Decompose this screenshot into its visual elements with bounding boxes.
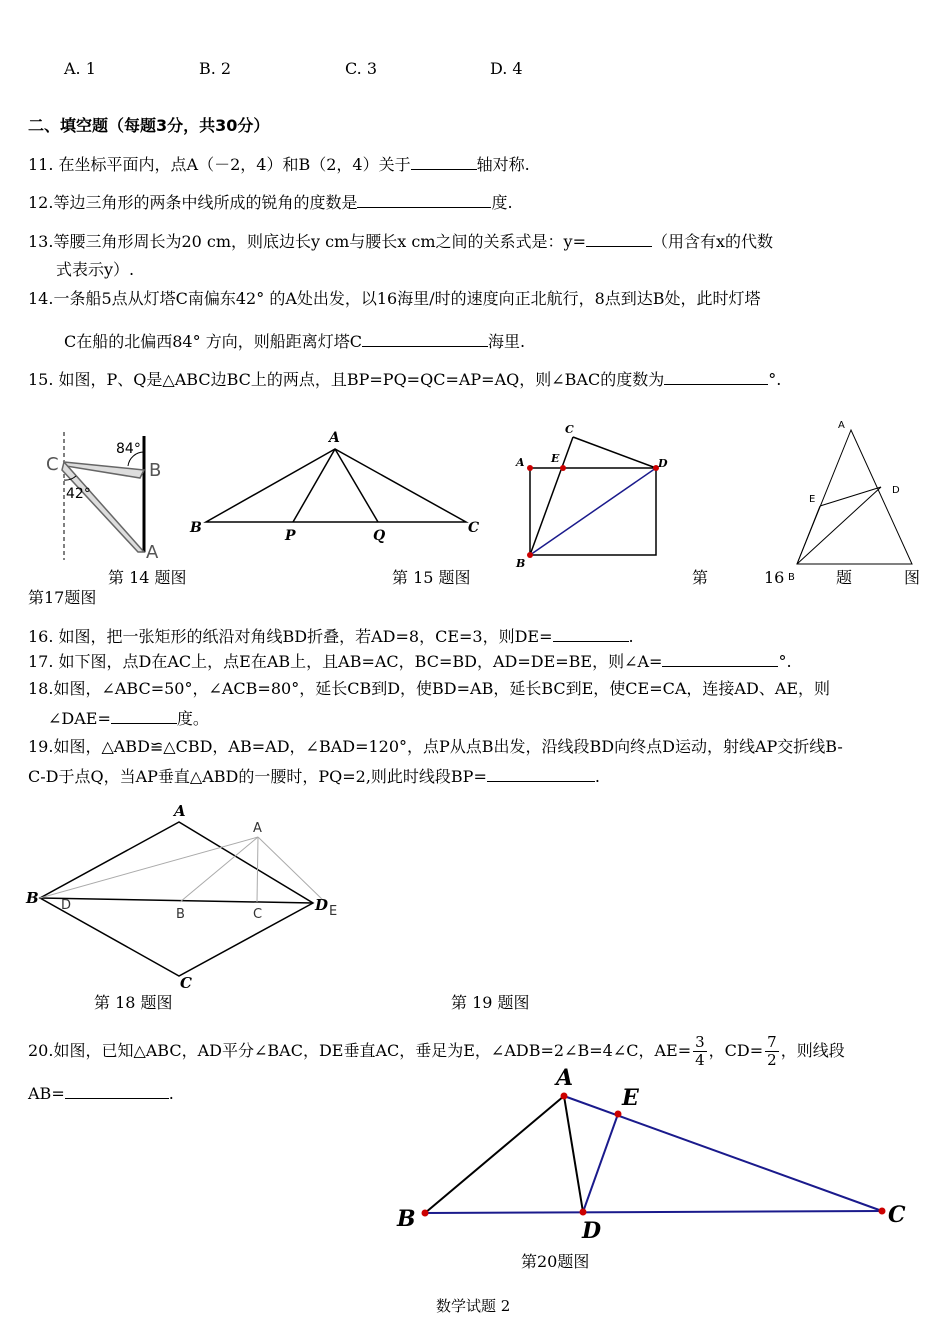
label-c: C: [888, 1202, 906, 1228]
label-a: A: [146, 542, 159, 563]
label-b: B: [190, 520, 202, 536]
q20-text-mid: ，CD=: [708, 1041, 764, 1060]
label-c: C: [468, 520, 480, 536]
q12-text: 12.等边三角形的两条中线所成的锐角的度数是: [28, 193, 358, 212]
fraction-cd-numerator: 7: [767, 1033, 777, 1051]
label-e: E: [551, 452, 560, 465]
q13-text-end: （用含有x的代数: [651, 232, 774, 251]
label-c: C: [180, 974, 192, 992]
fig19-label-c: C: [253, 907, 263, 922]
label-d: D: [658, 457, 668, 470]
label-a: A: [329, 430, 340, 446]
label-p: P: [285, 528, 296, 544]
segment-ad: [564, 1096, 583, 1212]
segment-ac: [564, 1096, 882, 1211]
fig19-label-a: A: [253, 821, 262, 836]
fig19-label-b: B: [176, 907, 185, 922]
label-e: E: [809, 494, 816, 505]
label-a: A: [556, 1065, 574, 1091]
angle-label-42: 42°: [66, 486, 91, 502]
point-b: [422, 1210, 429, 1217]
label-a: A: [838, 420, 845, 431]
question-19: 19.如图，△ABD≌△CBD，AB=AD，∠BAD=120°，点P从点B出发，沿线段BD向终点D运动，射线AP交折线B-: [28, 737, 843, 756]
label-c: C: [565, 423, 574, 436]
section-title: 二、填空题（每题3分，共30分）: [28, 116, 270, 135]
fig19-label-e: E: [329, 904, 338, 919]
label-a: A: [174, 802, 186, 820]
q14-text-end: 海里.: [487, 332, 526, 351]
label-d: D: [582, 1218, 602, 1244]
label-c: C: [46, 454, 59, 475]
q17-text: 17. 如下图，点D在AC上，点E在AB上，且AB=AC，BC=BD，AD=DE=BE，则∠A=: [28, 652, 663, 671]
fraction-ae-numerator: 3: [695, 1033, 705, 1051]
label-e: E: [622, 1085, 639, 1111]
q13-text: 13.等腰三角形周长为20 cm，则底边长y cm与腰长x cm之间的关系式是：y=: [28, 232, 586, 251]
q20-text-end: ，则线段: [780, 1041, 845, 1060]
angle-label-84: 84°: [116, 441, 141, 457]
q11-text-end: 轴对称.: [476, 155, 530, 174]
label-d: D: [892, 485, 900, 496]
label-d: D: [315, 896, 329, 914]
q12-text-end: 度.: [491, 193, 513, 212]
label-b: B: [516, 557, 526, 570]
segment-bc: [425, 1211, 882, 1213]
q18-text-end: 度。: [176, 709, 209, 728]
caption-fig-19: 第 19 题图: [451, 993, 530, 1012]
caption-fig-16-part4: 图: [904, 568, 921, 587]
caption-fig-15: 第 15 题图: [392, 568, 471, 587]
caption-fig-18: 第 18 题图: [94, 993, 173, 1012]
q17-text-end: °.: [778, 652, 792, 671]
point-a: [561, 1093, 568, 1100]
q20-line2-text: AB=: [28, 1084, 65, 1103]
q19-text: C-D于点Q，当AP垂直△ABD的一腰时，PQ=2,则此时线段BP=: [28, 767, 487, 786]
caption-fig-17: 第17题图: [28, 588, 97, 607]
question-18: 18.如图，∠ABC=50°，∠ACB=80°，延长CB到D，使BD=AB，延长BC到E，使CE=CA，连接AD、AE，则: [28, 679, 831, 698]
label-b: B: [149, 460, 162, 481]
point-c: [879, 1208, 886, 1215]
q18-text: ∠DAE=: [48, 709, 111, 728]
label-q: Q: [373, 528, 386, 544]
fraction-cd-denominator: 2: [767, 1051, 777, 1069]
label-b: B: [788, 572, 795, 583]
point-d: [580, 1209, 587, 1216]
q16-text: 16. 如图，把一张矩形的纸沿对角线BD折叠，若AD=8，CE=3，则DE=: [28, 627, 553, 646]
q19-text-end: .: [594, 767, 600, 786]
q15-text-end: °.: [768, 370, 782, 389]
question-14: 14.一条船5点从灯塔C南偏东42° 的A处出发，以16海里/时的速度向正北航行，8点到达B处，此时灯塔: [28, 289, 761, 308]
option-a: A. 1: [64, 59, 96, 78]
q16-text-end: .: [628, 627, 634, 646]
caption-fig-14: 第 14 题图: [108, 568, 187, 587]
label-b: B: [26, 889, 39, 907]
q20-text: 20.如图，已知△ABC，AD平分∠BAC，DE垂直AC，垂足为E，∠ADB=2∠B=4∠C，AE=: [28, 1041, 692, 1060]
segment-de: [583, 1114, 618, 1212]
segment-ab: [425, 1096, 564, 1213]
fraction-ae-denominator: 4: [695, 1051, 705, 1069]
fig19-label-d: D: [61, 898, 72, 913]
caption-fig-16-part2: 16: [764, 568, 785, 587]
caption-fig-16-part1: 第: [692, 568, 709, 587]
option-c: C. 3: [345, 59, 378, 78]
option-d: D. 4: [490, 59, 523, 78]
q20-line2-end: .: [168, 1084, 174, 1103]
label-a: A: [516, 456, 525, 469]
option-b: B. 2: [199, 59, 232, 78]
label-b: B: [397, 1206, 416, 1232]
q15-text: 15. 如图，P、Q是△ABC边BC上的两点，且BP=PQ=QC=AP=AQ，则∠BAC的度数为: [28, 370, 665, 389]
q13-line2: 式表示y）.: [56, 260, 135, 279]
caption-fig-16-part3: 题: [836, 568, 853, 587]
page-footer: 数学试题 2: [436, 1297, 511, 1315]
q14-text: C在船的北偏西84° 方向，则船距离灯塔C: [64, 332, 362, 351]
q11-text: 11. 在坐标平面内，点A（－2，4）和B（2，4）关于: [28, 155, 411, 174]
caption-fig-20: 第20题图: [521, 1252, 590, 1271]
point-e: [615, 1111, 622, 1118]
